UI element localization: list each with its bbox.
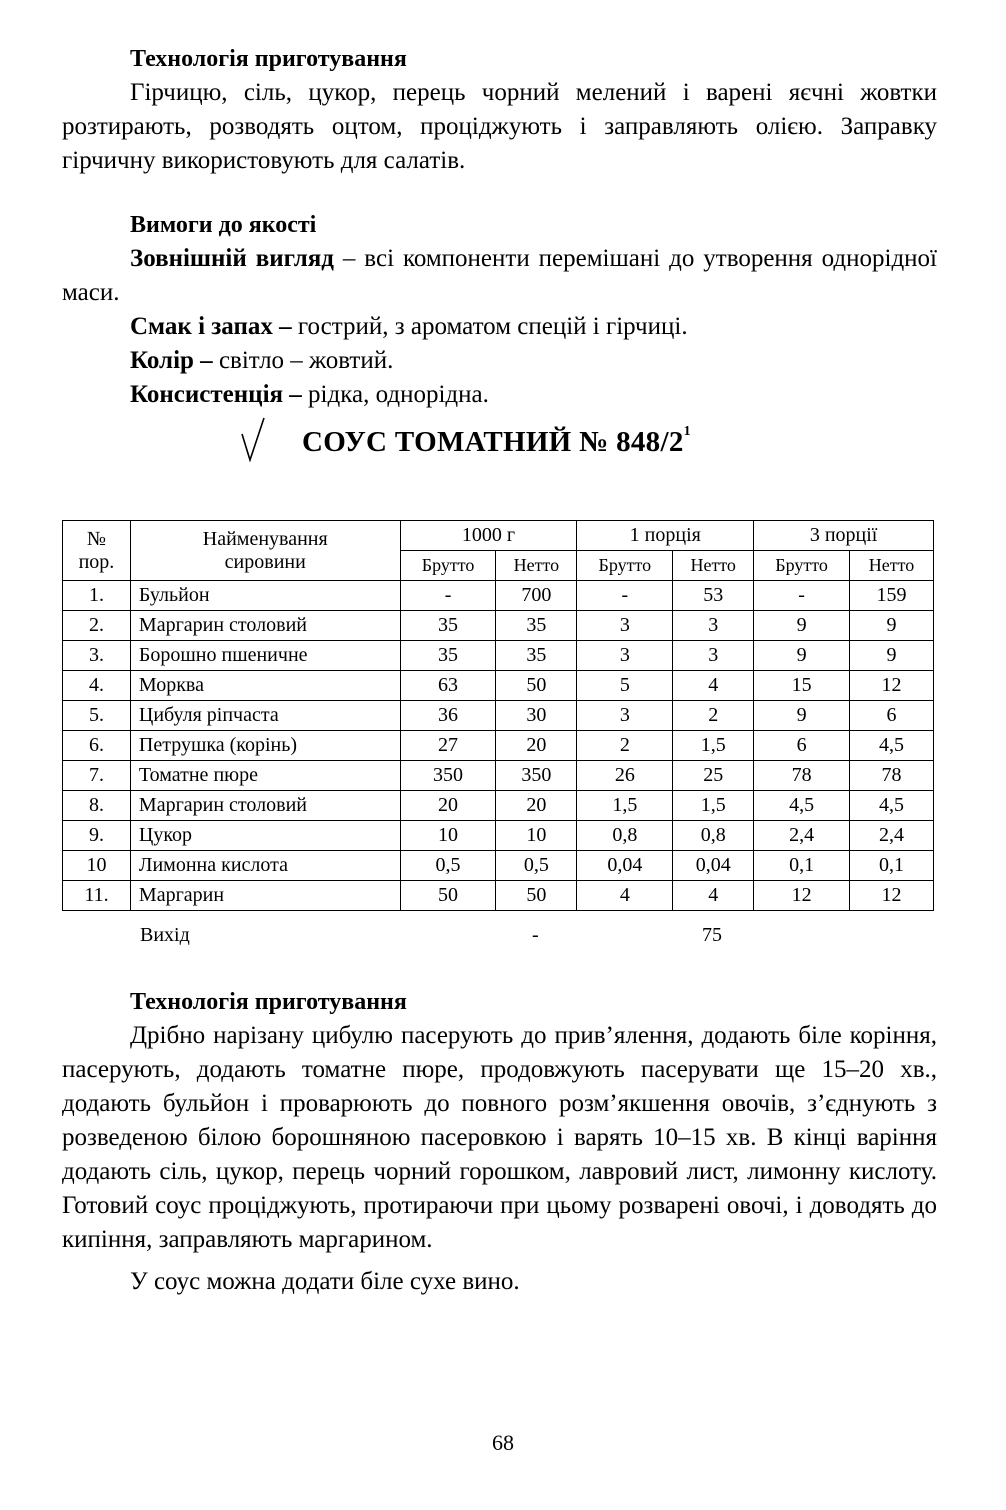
col-brutto: Брутто [754,551,850,581]
ingredient-value: 20 [496,791,577,821]
ingredient-value: - [577,581,673,611]
ingredient-value: 3 [577,641,673,671]
ingredient-value: 6 [754,731,850,761]
ingredient-name: Бульйон [130,581,400,611]
ingredient-value: 0,1 [754,851,850,881]
ingredient-value: 0,8 [577,821,673,851]
col-netto: Нетто [673,551,754,581]
ingredient-value: 10 [496,821,577,851]
table-row [63,821,934,851]
quality-text: гострий, з ароматом спецій і гірчиці. [291,313,688,340]
row-number: 10 [63,851,131,881]
ingredient-value: 9 [850,641,934,671]
paragraph: Гірчицю, сіль, цукор, перець чорний мелений і варені яєчні жовтки розтирають, розводять оцтом, проціджують і заправляють олією. Заправку гірчичну використовують для салатів. [62,79,937,174]
ingredient-value: 53 [673,581,754,611]
col-brutto: Брутто [400,551,496,581]
row-number: 4. [63,671,131,701]
recipe-title-footnote: 1 [683,424,691,439]
ingredient-value: 2,4 [754,821,850,851]
table-row [63,761,934,791]
ingredient-value: 12 [754,881,850,911]
row-number: 5. [63,701,131,731]
table-header-row [63,521,934,551]
ingredient-value: 35 [496,641,577,671]
quality-text: рідка, однорідна. [301,381,489,408]
section-heading: Технологія приготування [130,989,407,1015]
ingredient-value: 700 [496,581,577,611]
ingredient-value: 2 [577,731,673,761]
ingredient-value: 2 [673,701,754,731]
table-row [63,701,934,731]
ingredient-name: Лимонна кислота [130,851,400,881]
quality-term: Консистенція – [130,381,302,408]
ingredient-value: 1,5 [577,791,673,821]
ingredient-value: 9 [754,611,850,641]
paragraph: Дрібно нарізану цибулю пасерують до прив’ялення, додають біле коріння, пасерують, додають томатне пюре, продовжують пасерувати ще 15–20 хв., додають бульйон і проварюють до повного розм’якшення овочів, з’єднують з розведеною білою борошняною пасеровкою і варять 10–15 хв. В кінці варіння додають сіль, цукор, перець чорний горошком, лавровий лист, лимонну кислоту. Готовий соус проціджують, протираючи при цьому розварені овочі, і доводять до кипіння, заправляють маргарином. [62,1022,937,1253]
lower-text [62,985,937,1299]
ingredient-value: 350 [496,761,577,791]
recipe-table-body [63,581,934,911]
quality-heading: Вимоги до якості [130,212,317,238]
ingredient-name: Томатне пюре [130,761,400,791]
row-number: 6. [63,731,131,761]
recipe-title-text: СОУС ТОМАТНИЙ № 848/2 [302,426,684,458]
row-number: 11. [63,881,131,911]
ingredient-value: 35 [400,641,496,671]
table-row [63,581,934,611]
ingredient-value: 3 [673,641,754,671]
ingredient-value: - [400,581,496,611]
ingredient-value: 9 [850,611,934,641]
ingredient-value: 78 [754,761,850,791]
ingredient-value: 27 [400,731,496,761]
quality-term: Смак і запах – [130,313,292,340]
quality-consistency [130,378,937,412]
row-number: 3. [63,641,131,671]
row-number: 2. [63,611,131,641]
ingredient-value: 50 [496,881,577,911]
ingredient-value: 10 [400,821,496,851]
checkmark-icon [240,416,266,462]
col-group-3-portions: 3 порції [754,521,934,551]
quality-term: Зовнішній вигляд [130,245,334,272]
table-row [63,611,934,641]
ingredient-value: 2,4 [850,821,934,851]
ingredient-value: 4 [673,881,754,911]
col-group-1-portion: 1 порція [577,521,754,551]
quality-term: Колір – [130,347,213,374]
paragraph-note: У соус можна додати біле сухе вино. [130,1268,520,1295]
ingredient-value: 50 [496,671,577,701]
upper-text [62,42,937,496]
ingredient-value: 30 [496,701,577,731]
ingredient-value: 3 [673,611,754,641]
col-netto: Нетто [850,551,934,581]
quality-text: – всі компоненти перемішані до утворення однорідної маси. [62,245,937,306]
ingredient-value: 20 [496,731,577,761]
col-name-header: Найменування сировини [130,521,400,581]
ingredient-value: - [754,581,850,611]
row-number: 1. [63,581,131,611]
ingredient-value: 36 [400,701,496,731]
ingredient-value: 4,5 [754,791,850,821]
ingredient-value: 78 [850,761,934,791]
ingredient-value: 35 [496,611,577,641]
col-netto: Нетто [496,551,577,581]
exit-label: Вихід [140,924,190,946]
row-number: 9. [63,821,131,851]
ingredient-value: 20 [400,791,496,821]
recipe-table [62,520,934,911]
ingredient-value: 0,5 [400,851,496,881]
row-number: 8. [63,791,131,821]
quality-color [130,344,937,378]
ingredient-name: Цибуля ріпчаста [130,701,400,731]
ingredient-value: 35 [400,611,496,641]
table-row [63,641,934,671]
ingredient-value: 25 [673,761,754,791]
ingredient-name: Маргарин [130,881,400,911]
col-brutto: Брутто [577,551,673,581]
recipe-exit-row [62,924,934,952]
ingredient-value: 1,5 [673,791,754,821]
section-heading: Технологія приготування [130,46,407,72]
ingredient-value: 350 [400,761,496,791]
ingredient-value: 12 [850,671,934,701]
ingredient-value: 3 [577,701,673,731]
col-group-1000g: 1000 г [400,521,577,551]
ingredient-name: Маргарин столовий [130,791,400,821]
ingredient-value: 26 [577,761,673,791]
ingredient-value: 4,5 [850,731,934,761]
ingredient-value: 12 [850,881,934,911]
ingredient-value: 0,1 [850,851,934,881]
ingredient-value: 4 [673,671,754,701]
ingredient-value: 5 [577,671,673,701]
ingredient-value: 6 [850,701,934,731]
table-row [63,671,934,701]
ingredient-value: 1,5 [673,731,754,761]
ingredient-name: Морква [130,671,400,701]
ingredient-value: 4,5 [850,791,934,821]
exit-value-portion: 75 [702,924,722,946]
table-row [63,731,934,761]
quality-appearance [62,242,937,310]
table-row [63,851,934,881]
ingredient-value: 0,5 [496,851,577,881]
recipe-title [302,426,691,459]
ingredient-value: 3 [577,611,673,641]
ingredient-value: 0,04 [673,851,754,881]
table-row [63,881,934,911]
quality-text: світло – жовтий. [212,347,394,374]
ingredient-value: 0,8 [673,821,754,851]
ingredient-name: Борошно пшеничне [130,641,400,671]
ingredient-value: 50 [400,881,496,911]
ingredient-value: 4 [577,881,673,911]
col-num-header: № пор. [63,521,131,581]
ingredient-value: 0,04 [577,851,673,881]
exit-value-1000g: - [532,924,539,946]
ingredient-value: 159 [850,581,934,611]
ingredient-value: 63 [400,671,496,701]
recipe-title-row [62,416,937,496]
quality-taste [130,310,937,344]
page-number: 68 [492,1430,514,1455]
ingredient-value: 9 [754,641,850,671]
table-row [63,791,934,821]
ingredient-value: 9 [754,701,850,731]
row-number: 7. [63,761,131,791]
ingredient-value: 15 [754,671,850,701]
ingredient-name: Цукор [130,821,400,851]
ingredient-name: Петрушка (корінь) [130,731,400,761]
ingredient-name: Маргарин столовий [130,611,400,641]
